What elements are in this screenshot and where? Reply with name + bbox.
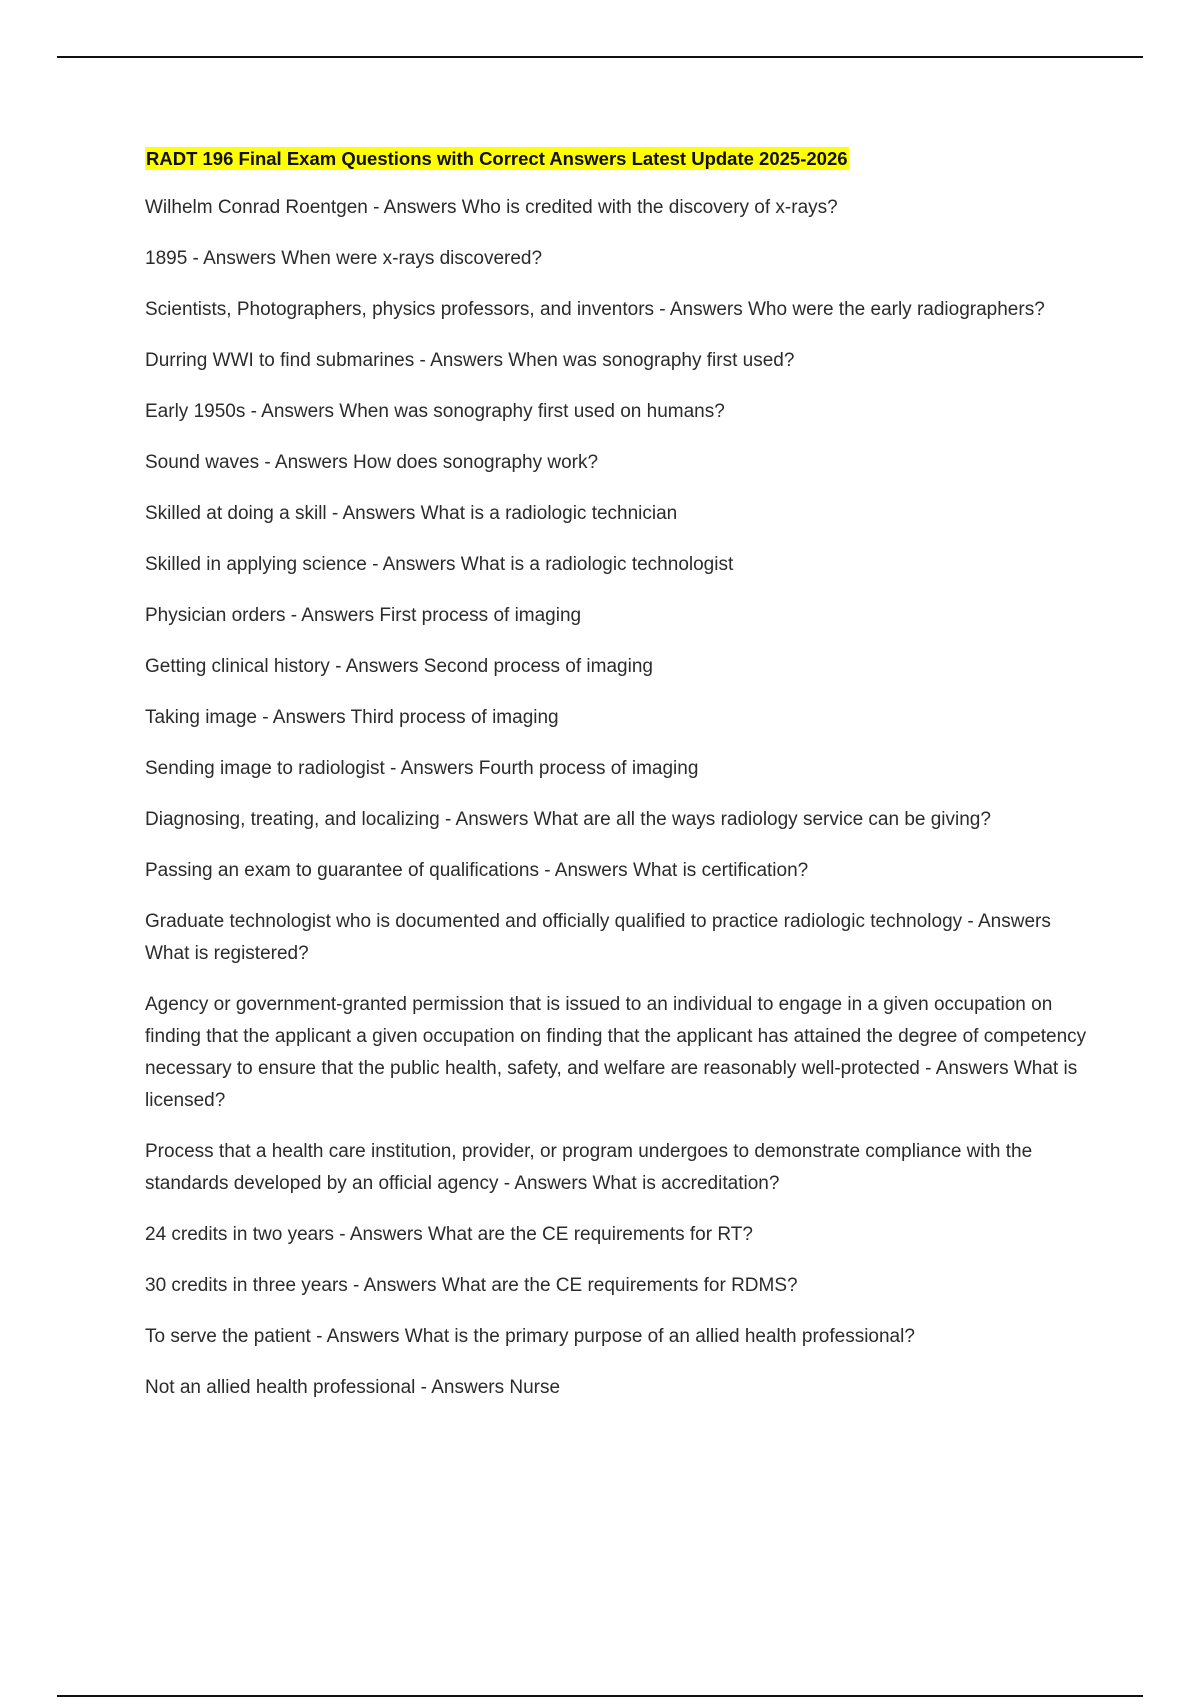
- qa-item: Physician orders - Answers First process of imaging: [145, 605, 582, 626]
- document-body: [145, 143, 1100, 1423]
- document-title-text: RADT 196 Final Exam Questions with Correct Answers Latest Update 2025-2026: [146, 148, 848, 169]
- document-title: [145, 143, 1100, 175]
- qa-item: Skilled in applying science - Answers What is a radiologic technologist: [145, 554, 734, 575]
- header-rule: [57, 56, 1143, 58]
- qa-item: Taking image - Answers Third process of imaging: [145, 707, 559, 728]
- qa-item: Agency or government-granted permission that is issued to an individual to engage in a given occupation on finding that the applicant a given occupation on finding that the applicant has attained the degree of competency necessary to ensure that the public health, safety, and welfare are reasonably well-protected - Answers What is licensed?: [145, 994, 1087, 1111]
- qa-item: 30 credits in three years - Answers What are the CE requirements for RDMS?: [145, 1275, 798, 1296]
- qa-item: To serve the patient - Answers What is the primary purpose of an allied health professional?: [145, 1326, 915, 1347]
- qa-item: Not an allied health professional - Answers Nurse: [145, 1377, 561, 1398]
- qa-item: Scientists, Photographers, physics professors, and inventors - Answers Who were the early radiographers?: [145, 299, 1045, 320]
- qa-item: Process that a health care institution, provider, or program undergoes to demonstrate compliance with the standards developed by an official agency - Answers What is accreditation?: [145, 1141, 1033, 1194]
- qa-item: Diagnosing, treating, and localizing - Answers What are all the ways radiology service can be giving?: [145, 809, 991, 830]
- qa-item: Graduate technologist who is documented and officially qualified to practice radiologic technology - Answers What is registered?: [145, 911, 1051, 964]
- qa-item: 1895 - Answers When were x-rays discovered?: [145, 248, 543, 269]
- qa-item: Wilhelm Conrad Roentgen - Answers Who is credited with the discovery of x-rays?: [145, 197, 838, 218]
- qa-item: Sound waves - Answers How does sonography work?: [145, 452, 599, 473]
- qa-item: Passing an exam to guarantee of qualifications - Answers What is certification?: [145, 860, 809, 881]
- qa-item: Sending image to radiologist - Answers Fourth process of imaging: [145, 758, 699, 779]
- qa-item: 24 credits in two years - Answers What are the CE requirements for RT?: [145, 1224, 753, 1245]
- footer-rule: [57, 1695, 1143, 1697]
- qa-item: Getting clinical history - Answers Second process of imaging: [145, 656, 653, 677]
- qa-item: Durring WWI to find submarines - Answers When was sonography first used?: [145, 350, 795, 371]
- qa-item: Early 1950s - Answers When was sonography first used on humans?: [145, 401, 725, 422]
- qa-list: [145, 192, 1100, 1404]
- qa-item: Skilled at doing a skill - Answers What is a radiologic technician: [145, 503, 678, 524]
